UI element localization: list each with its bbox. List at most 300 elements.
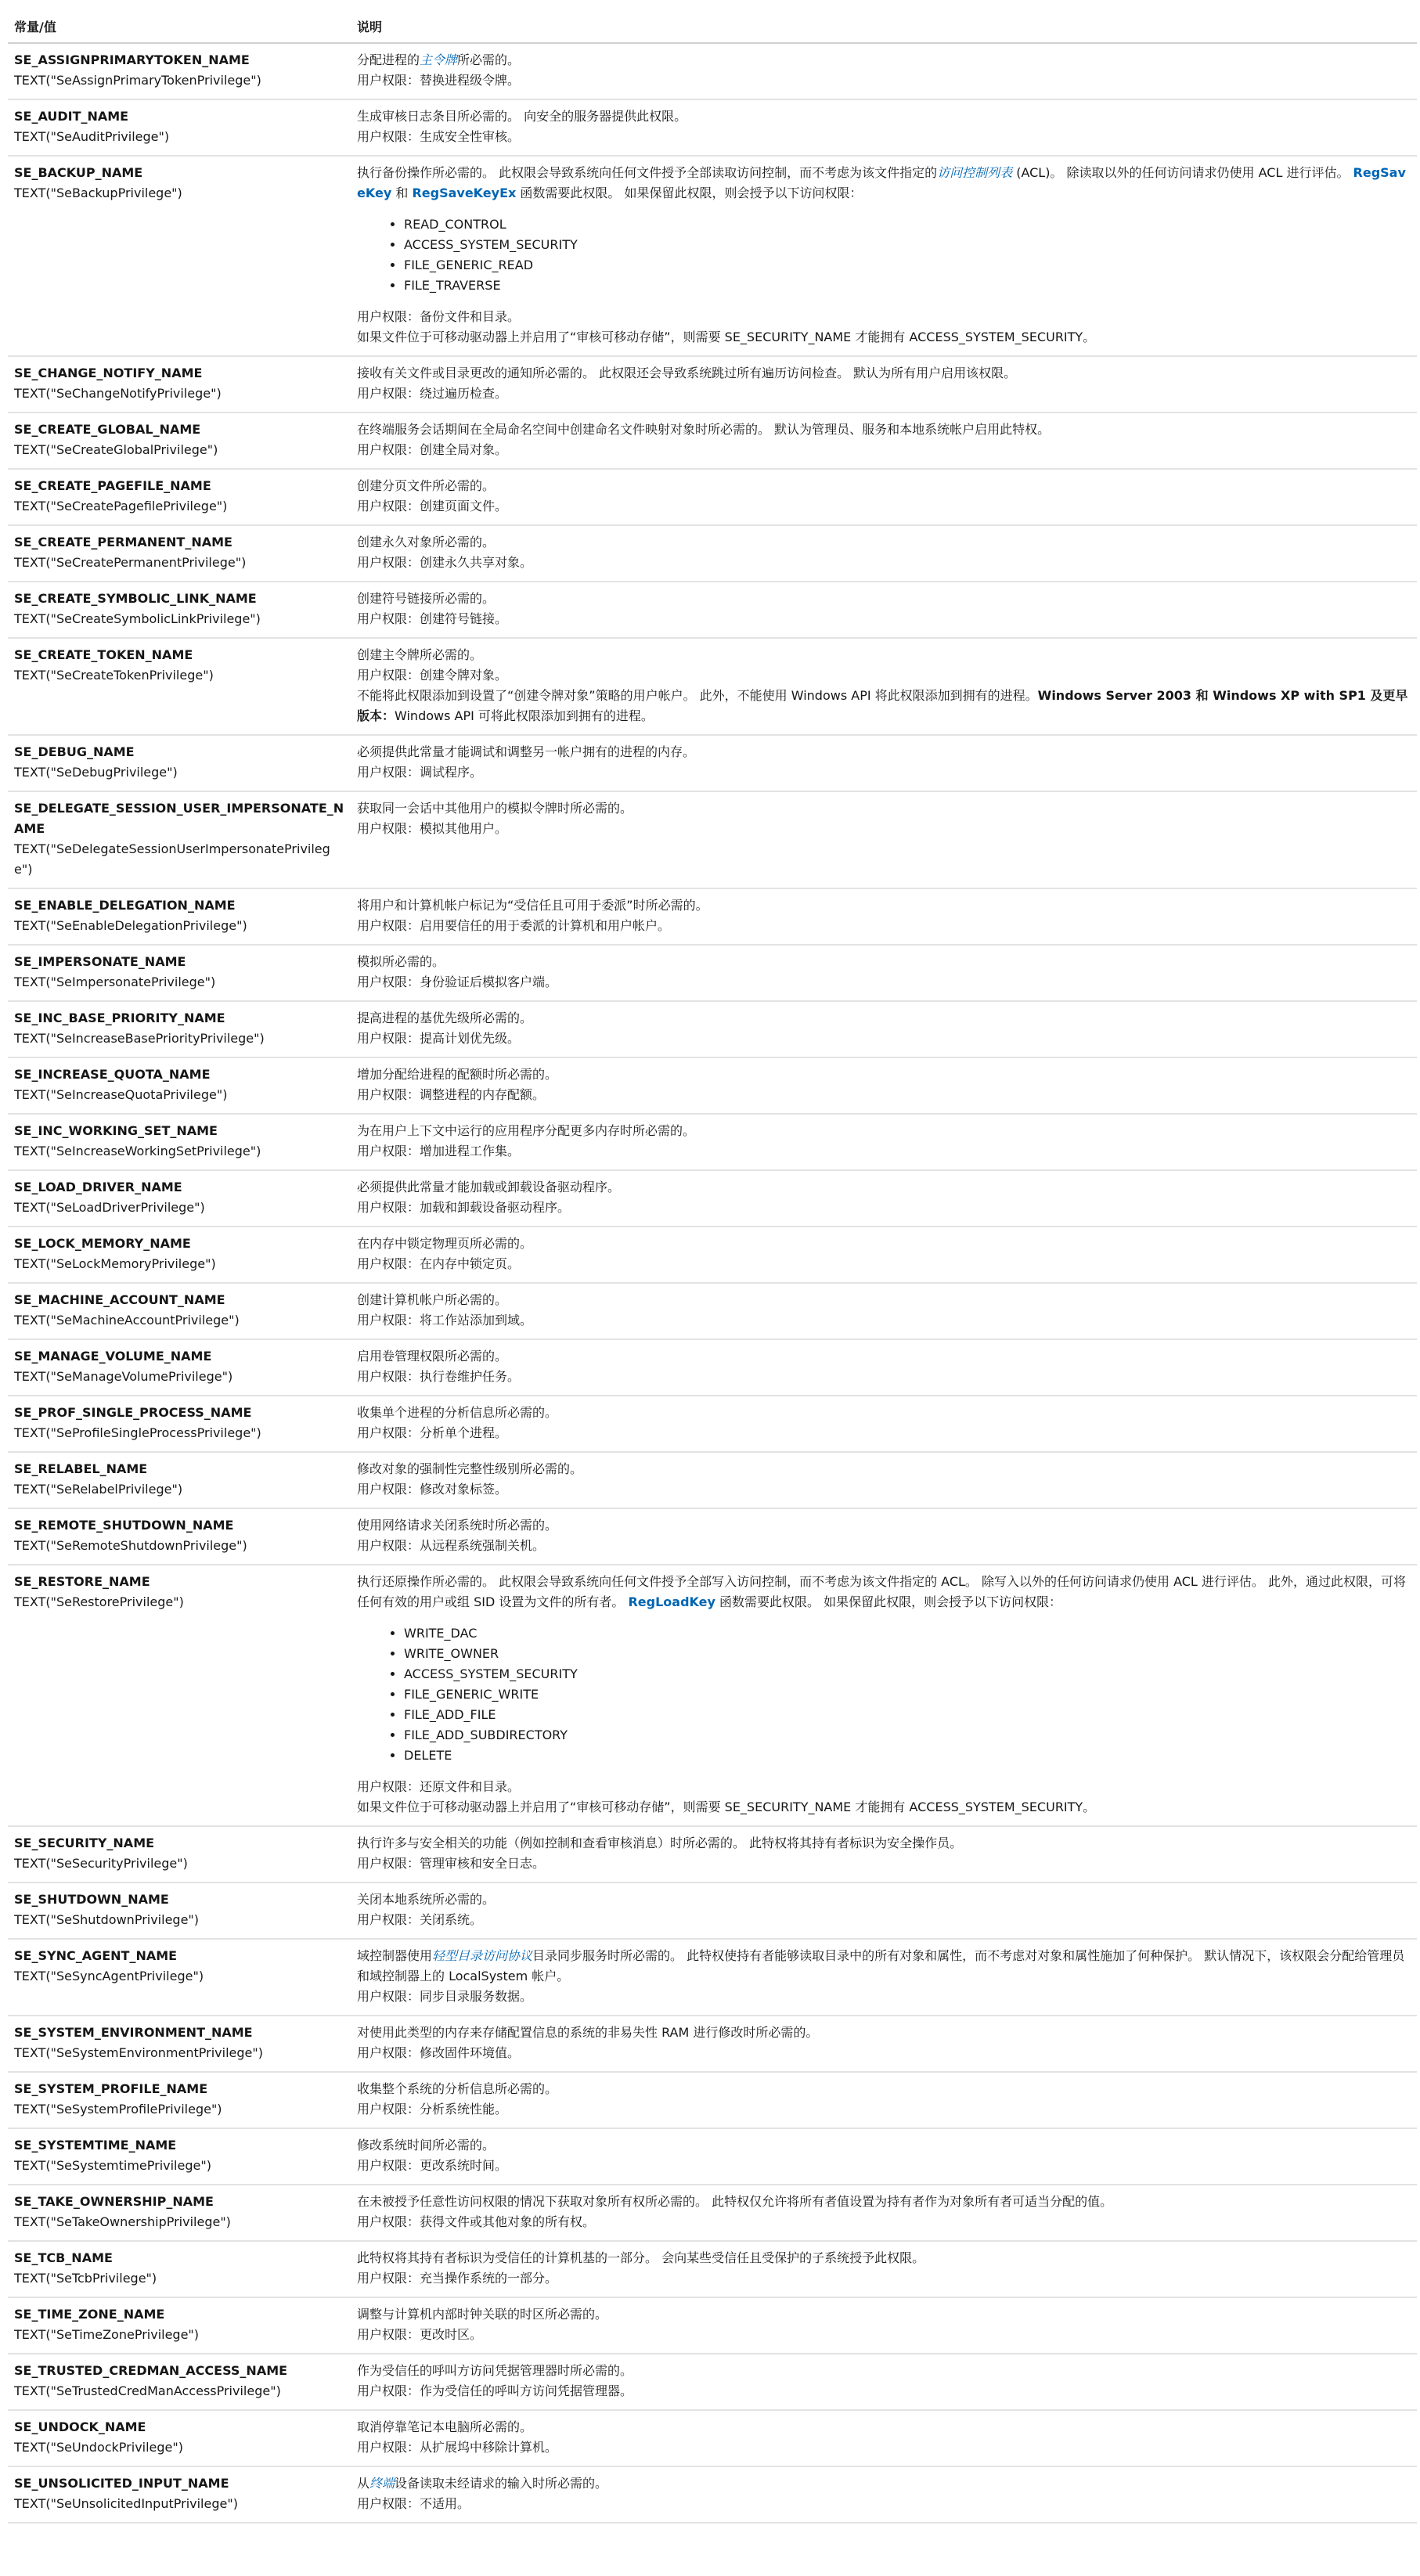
description-text: 启用卷管理权限所必需的。 [357,1349,508,1364]
constant-name: SE_DELEGATE_SESSION_USER_IMPERSONATE_NAME [14,801,344,836]
table-row [8,2016,1417,2072]
description-text: 修改系统时间所必需的。 [357,2138,496,2153]
constant-name: SE_SYSTEM_ENVIRONMENT_NAME [14,2025,253,2040]
table-row [8,1339,1417,1396]
constant-cell [8,469,351,525]
description-text: 此特权将其持有者标识为受信任的计算机基的一部分。 会向某些受信任且受保护的子系统授予此权限。 [357,2250,925,2265]
table-row [8,1452,1417,1508]
description-cell [351,888,1417,945]
constant-name: SE_CREATE_PAGEFILE_NAME [14,478,211,493]
constant-name: SE_INC_BASE_PRIORITY_NAME [14,1011,225,1025]
constant-cell [8,43,351,99]
user-right: 用户权限：增加进程工作集。 [357,1144,521,1158]
constant-name: SE_SYSTEM_PROFILE_NAME [14,2081,208,2096]
description-text: 在终端服务会话期间在全局命名空间中创建命名文件映射对象时所必需的。 默认为管理员、服务和本地系统帐户启用此特权。 [357,422,1051,437]
description-cell [351,1396,1417,1452]
description-text: 分配进程的 [357,52,420,67]
constant-name: SE_CHANGE_NOTIFY_NAME [14,366,203,380]
description-cell [351,469,1417,525]
description-text: 将用户和计算机帐户标记为“受信任且可用于委派”时所必需的。 [357,898,708,913]
constant-cell [8,156,351,356]
description-text: 不能将此权限添加到设置了“创建令牌对象”策略的用户帐户。 此外，不能使用 Windows API 将此权限添加到拥有的进程。 [357,688,1038,703]
version-note-label: Windows Server 2003 和 Windows XP with SP1 及更早版本： [357,688,1408,723]
constant-name: SE_UNSOLICITED_INPUT_NAME [14,2476,229,2491]
table-row [8,1939,1417,2016]
description [357,1403,1411,1423]
constant-cell [8,1001,351,1057]
description-cell [351,1882,1417,1939]
description [357,2192,1411,2212]
description [357,1065,1411,1085]
constant-value: TEXT("SeMachineAccountPrivilege") [14,1313,240,1328]
api-function-link[interactable]: RegLoadKey [628,1594,715,1609]
constant-cell [8,735,351,791]
user-right: 用户权限：关闭系统。 [357,1912,483,1927]
description [357,645,1411,665]
description-text: 执行还原操作所必需的。 此权限会导致系统向任何文件授予全部写入访问控制，而不考虑为该文件指定的 ACL。 除写入以外的任何访问请求仍使用 ACL 进行评估。 此外，通过此权限，可将任何有效的用户或组 SID 设置为文件的所有者。 [357,1574,1407,1609]
description [357,1459,1411,1479]
constant-name: SE_CREATE_PERMANENT_NAME [14,535,232,549]
description-cell [351,1114,1417,1170]
description-text: 作为受信任的呼叫方访问凭据管理器时所必需的。 [357,2363,633,2378]
constant-value: TEXT("SeTrustedCredManAccessPrivilege") [14,2383,281,2398]
description [357,476,1411,496]
table-row [8,582,1417,638]
description-text: 对使用此类型的内存来存储配置信息的系统的非易失性 RAM 进行修改时所必需的。 [357,2025,819,2040]
table-row [8,469,1417,525]
description-cell [351,791,1417,888]
constant-value: TEXT("SeSystemEnvironmentPrivilege") [14,2045,263,2060]
constant-cell [8,2410,351,2466]
description [357,589,1411,609]
constant-value: TEXT("SeImpersonatePrivilege") [14,975,216,989]
constant-cell [8,2016,351,2072]
constant-cell [8,1227,351,1283]
table-body [8,43,1417,2523]
description [357,2248,1411,2268]
constant-name: SE_AUDIT_NAME [14,109,129,124]
table-row [8,638,1417,735]
description-text: 提高进程的基优先级所必需的。 [357,1011,533,1025]
description-text: 获取同一会话中其他用户的模拟令牌时所必需的。 [357,801,633,816]
table-row [8,1283,1417,1339]
user-right: 用户权限：更改时区。 [357,2327,483,2342]
description [357,1572,1411,1612]
description-text: 函数需要此权限。 如果保留此权限，则会授予以下访问权限： [516,186,863,200]
description [357,798,1411,819]
user-right: 用户权限：模拟其他用户。 [357,821,508,836]
constant-cell [8,1114,351,1170]
description-cell [351,638,1417,735]
constant-cell [8,1508,351,1565]
access-right-item: • FILE_GENERIC_WRITE [404,1684,1411,1705]
constant-value: TEXT("SeDebugPrivilege") [14,765,178,780]
constant-value: TEXT("SeManageVolumePrivilege") [14,1369,233,1384]
description-cell [351,582,1417,638]
description-cell [351,43,1417,99]
constant-value: TEXT("SeSecurityPrivilege") [14,1856,188,1871]
description [357,50,1411,70]
description [357,2135,1411,2156]
description-text: 修改对象的强制性完整性级别所必需的。 [357,1461,583,1476]
user-right: 用户权限：将工作站添加到域。 [357,1313,533,1328]
user-right: 用户权限：创建页面文件。 [357,499,508,513]
doc-link[interactable]: 轻型目录访问协议 [432,1948,533,1963]
user-right: 用户权限：加载和卸载设备驱动程序。 [357,1200,571,1215]
access-right-item: • ACCESS_SYSTEM_SECURITY [404,1664,1411,1684]
constant-value: TEXT("SeIncreaseWorkingSetPrivilege") [14,1144,261,1158]
table-row [8,1396,1417,1452]
description-text: Windows API 可将此权限添加到拥有的进程。 [395,708,654,723]
description-cell [351,2354,1417,2410]
description [357,163,1411,204]
constant-cell [8,1826,351,1882]
constant-name: SE_BACKUP_NAME [14,165,143,180]
user-right: 用户权限：生成安全性审核。 [357,129,521,144]
table-row [8,2072,1417,2128]
constant-cell [8,2185,351,2241]
constant-value: TEXT("SeCreateTokenPrivilege") [14,668,214,683]
description [357,1346,1411,1367]
table-row [8,2185,1417,2241]
constant-name: SE_MACHINE_ACCOUNT_NAME [14,1292,225,1307]
table-row [8,2297,1417,2354]
user-right: 用户权限：分析系统性能。 [357,2102,508,2117]
user-right: 用户权限：创建符号链接。 [357,611,508,626]
description-text: 收集整个系统的分析信息所必需的。 [357,2081,558,2096]
table-row [8,791,1417,888]
description [357,1946,1411,1987]
description [357,532,1411,553]
constant-value: TEXT("SeUndockPrivilege") [14,2440,183,2455]
description-cell [351,413,1417,469]
constant-value: TEXT("SeTimeZonePrivilege") [14,2327,200,2342]
user-right: 用户权限：在内存中锁定页。 [357,1256,521,1271]
description-text: 在未被授予任意性访问权限的情况下获取对象所有权所必需的。 此特权仅允许将所有者值设置为持有者作为对象所有者可适当分配的值。 [357,2194,1113,2209]
table-row [8,525,1417,582]
user-right: 用户权限：管理审核和安全日志。 [357,1856,546,1871]
constant-cell [8,1396,351,1452]
access-right-item: • ACCESS_SYSTEM_SECURITY [404,235,1411,255]
constant-value: TEXT("SeChangeNotifyPrivilege") [14,386,222,401]
constant-cell [8,638,351,735]
description-cell [351,1826,1417,1882]
constant-value: TEXT("SeIncreaseQuotaPrivilege") [14,1087,228,1102]
description-text: 调整与计算机内部时钟关联的时区所必需的。 [357,2307,608,2322]
description-text: 生成审核日志条目所必需的。 向安全的服务器提供此权限。 [357,109,687,124]
description [357,1833,1411,1854]
constant-value: TEXT("SeLockMemoryPrivilege") [14,1256,216,1271]
constant-name: SE_MANAGE_VOLUME_NAME [14,1349,212,1364]
description-cell [351,1170,1417,1227]
constant-value: TEXT("SeSystemtimePrivilege") [14,2158,211,2173]
user-right: 用户权限：从远程系统强制关机。 [357,1538,546,1553]
table-row [8,1826,1417,1882]
user-right: 用户权限：更改系统时间。 [357,2158,508,2173]
constant-name: SE_LOAD_DRIVER_NAME [14,1180,182,1194]
doc-link[interactable]: 终端 [369,2476,395,2491]
description-cell [351,1339,1417,1396]
table-row [8,413,1417,469]
table-row [8,2354,1417,2410]
description-cell [351,2466,1417,2523]
constant-value: TEXT("SeSyncAgentPrivilege") [14,1969,204,1983]
user-right: 用户权限：还原文件和目录。 [357,1779,521,1794]
description-text: 创建计算机帐户所必需的。 [357,1292,508,1307]
table-row [8,1057,1417,1114]
constant-name: SE_RESTORE_NAME [14,1574,150,1589]
constant-cell [8,525,351,582]
constant-value: TEXT("SeEnableDelegationPrivilege") [14,918,247,933]
table-header-row [8,9,1417,43]
constant-cell [8,888,351,945]
table-row [8,2466,1417,2523]
description-cell [351,525,1417,582]
table-row [8,945,1417,1001]
user-right: 用户权限：提高计划优先级。 [357,1031,521,1046]
description-cell [351,1001,1417,1057]
description [357,2304,1411,2325]
description-cell [351,356,1417,413]
description [357,1177,1411,1198]
constant-name: SE_TAKE_OWNERSHIP_NAME [14,2194,214,2209]
extra-note [357,686,1411,726]
constant-name: SE_SYNC_AGENT_NAME [14,1948,178,1963]
api-function-link[interactable]: RegSaveKey [357,165,1406,200]
constant-cell [8,1170,351,1227]
description-cell [351,1227,1417,1283]
table-row [8,99,1417,156]
description [357,2079,1411,2099]
access-right-item: • READ_CONTROL [404,214,1411,235]
access-right-item: • FILE_ADD_SUBDIRECTORY [404,1725,1411,1746]
description-cell [351,156,1417,356]
description [357,895,1411,916]
constant-value: TEXT("SeIncreaseBasePriorityPrivilege") [14,1031,265,1046]
constant-value: TEXT("SeUnsolicitedInputPrivilege") [14,2496,238,2511]
user-right: 用户权限：修改对象标签。 [357,1482,508,1497]
constant-cell [8,2241,351,2297]
api-function-link[interactable]: RegSaveKeyEx [412,186,517,200]
constant-cell [8,1565,351,1826]
user-right: 用户权限：不适用。 [357,2496,470,2511]
constant-name: SE_LOCK_MEMORY_NAME [14,1236,191,1251]
description-text: 从 [357,2476,370,2491]
description-text: 收集单个进程的分析信息所必需的。 [357,1405,558,1420]
description-cell [351,99,1417,156]
constant-name: SE_IMPERSONATE_NAME [14,954,186,969]
description-cell [351,735,1417,791]
user-right: 用户权限：创建永久共享对象。 [357,555,533,570]
user-right: 用户权限：创建令牌对象。 [357,668,508,683]
constant-value: TEXT("SeRemoteShutdownPrivilege") [14,1538,247,1553]
constant-cell [8,1057,351,1114]
access-rights-list [357,1623,1411,1766]
access-right-item: • WRITE_OWNER [404,1644,1411,1664]
constant-cell [8,1882,351,1939]
description-cell [351,2072,1417,2128]
description-text: 使用网络请求关闭系统时所必需的。 [357,1518,558,1533]
description-cell [351,1565,1417,1826]
description-cell [351,2297,1417,2354]
constant-cell [8,2354,351,2410]
constant-name: SE_CREATE_GLOBAL_NAME [14,422,201,437]
user-right: 用户权限：从扩展坞中移除计算机。 [357,2440,558,2455]
constant-cell [8,2128,351,2185]
constant-value: TEXT("SeRelabelPrivilege") [14,1482,183,1497]
constant-name: SE_SYSTEMTIME_NAME [14,2138,177,2153]
constant-name: SE_CREATE_SYMBOLIC_LINK_NAME [14,591,257,606]
user-right: 用户权限：执行卷维护任务。 [357,1369,521,1384]
constant-value: TEXT("SeAuditPrivilege") [14,129,170,144]
constant-name: SE_INCREASE_QUOTA_NAME [14,1067,211,1082]
table-row [8,1001,1417,1057]
description-text: 必须提供此常量才能加载或卸载设备驱动程序。 [357,1180,621,1194]
description [357,2417,1411,2437]
user-right: 用户权限：修改固件环境值。 [357,2045,521,2060]
constant-name: SE_TCB_NAME [14,2250,113,2265]
user-right: 用户权限：充当操作系统的一部分。 [357,2271,558,2286]
description [357,1008,1411,1029]
user-right: 用户权限：替换进程级令牌。 [357,73,521,88]
description [357,2473,1411,2494]
constant-name: SE_PROF_SINGLE_PROCESS_NAME [14,1405,252,1420]
description-cell [351,2241,1417,2297]
description-text: 和 [391,186,413,200]
constant-cell [8,791,351,888]
description [357,1290,1411,1310]
constant-cell [8,1452,351,1508]
constant-value: TEXT("SeShutdownPrivilege") [14,1912,200,1927]
description [357,363,1411,384]
user-right: 用户权限：调整进程的内存配额。 [357,1087,546,1102]
description-cell [351,1939,1417,2016]
constant-cell [8,2297,351,2354]
description-cell [351,1508,1417,1565]
table-row [8,2241,1417,2297]
description-text: 模拟所必需的。 [357,954,445,969]
description [357,2023,1411,2043]
description-text: 函数需要此权限。 如果保留此权限，则会授予以下访问权限： [715,1594,1062,1609]
constant-name: SE_RELABEL_NAME [14,1461,148,1476]
doc-link[interactable]: 主令牌 [420,52,458,67]
description [357,742,1411,762]
constant-name: SE_ENABLE_DELEGATION_NAME [14,898,236,913]
column-header-constant: 常量/值 [8,9,351,43]
description-text: 接收有关文件或目录更改的通知所必需的。 此权限还会导致系统跳过所有遍历访问检查。 默认为所有用户启用该权限。 [357,366,1017,380]
description-text: 创建主令牌所必需的。 [357,647,483,662]
table-row [8,1508,1417,1565]
description-text: 创建符号链接所必需的。 [357,591,496,606]
table-row [8,2128,1417,2185]
description-cell [351,2185,1417,2241]
table-row [8,1114,1417,1170]
constant-value: TEXT("SeLoadDriverPrivilege") [14,1200,205,1215]
description-cell [351,2128,1417,2185]
user-right: 用户权限：备份文件和目录。 [357,309,521,324]
user-right: 用户权限：创建全局对象。 [357,442,508,457]
privilege-constants-table [8,9,1417,2524]
constant-cell [8,582,351,638]
constant-cell [8,99,351,156]
access-right-item: • FILE_ADD_FILE [404,1705,1411,1725]
user-right: 用户权限：调试程序。 [357,765,483,780]
user-right: 用户权限：启用要信任的用于委派的计算机和用户帐户。 [357,918,671,933]
constant-name: SE_DEBUG_NAME [14,744,135,759]
description [357,1121,1411,1141]
description-text: 所必需的。 [457,52,521,67]
column-header-description: 说明 [351,9,1417,43]
constant-value: TEXT("SeDelegateSessionUserImpersonatePrivilege") [14,841,330,877]
constant-value: TEXT("SeAssignPrimaryTokenPrivilege") [14,73,261,88]
constant-name: SE_TIME_ZONE_NAME [14,2307,165,2322]
description-text: 创建永久对象所必需的。 [357,535,496,549]
constant-value: TEXT("SeCreatePagefilePrivilege") [14,499,228,513]
description-text: 关闭本地系统所必需的。 [357,1892,496,1907]
description-cell [351,1283,1417,1339]
constant-value: TEXT("SeTcbPrivilege") [14,2271,157,2286]
user-right: 用户权限：同步目录服务数据。 [357,1989,533,2004]
description-cell [351,1057,1417,1114]
removable-storage-note: 如果文件位于可移动驱动器上并启用了“审核可移动存储”，则需要 SE_SECURITY_NAME 才能拥有 ACCESS_SYSTEM_SECURITY。 [357,330,1096,344]
description-text: 创建分页文件所必需的。 [357,478,496,493]
description-text: 执行备份操作所必需的。 此权限会导致系统向任何文件授予全部读取访问控制，而不考虑为该文件指定的 [357,165,938,180]
description-text: 执行许多与安全相关的功能（例如控制和查看审核消息）时所必需的。 此特权将其持有者标识为安全操作员。 [357,1836,963,1850]
constant-value: TEXT("SeProfileSingleProcessPrivilege") [14,1425,261,1440]
description-text: (ACL)。 除读取以外的任何访问请求仍使用 ACL 进行评估。 [1012,165,1353,180]
table-row [8,888,1417,945]
user-right: 用户权限：身份验证后模拟客户端。 [357,975,558,989]
doc-link[interactable]: 访问控制列表 [937,165,1013,180]
user-right: 用户权限：绕过遍历检查。 [357,386,508,401]
access-rights-list [357,214,1411,296]
constant-value: TEXT("SeRestorePrivilege") [14,1594,184,1609]
constant-value: TEXT("SeCreateGlobalPrivilege") [14,442,218,457]
description-text: 为在用户上下文中运行的应用程序分配更多内存时所必需的。 [357,1123,696,1138]
description [357,1515,1411,1536]
description-text: 增加分配给进程的配额时所必需的。 [357,1067,558,1082]
description-cell [351,945,1417,1001]
constant-name: SE_CREATE_TOKEN_NAME [14,647,193,662]
description [357,106,1411,127]
access-right-item: • DELETE [404,1746,1411,1766]
table-row [8,156,1417,356]
constant-cell [8,356,351,413]
constant-value: TEXT("SeSystemProfilePrivilege") [14,2102,222,2117]
constant-name: SE_UNDOCK_NAME [14,2419,146,2434]
constant-value: TEXT("SeCreateSymbolicLinkPrivilege") [14,611,261,626]
table-row [8,1565,1417,1826]
table-row [8,1882,1417,1939]
description-cell [351,2016,1417,2072]
user-right: 用户权限：获得文件或其他对象的所有权。 [357,2214,596,2229]
description-cell [351,2410,1417,2466]
access-right-item: • WRITE_DAC [404,1623,1411,1644]
constant-cell [8,1283,351,1339]
removable-storage-note: 如果文件位于可移动驱动器上并启用了“审核可移动存储”，则需要 SE_SECURITY_NAME 才能拥有 ACCESS_SYSTEM_SECURITY。 [357,1800,1096,1814]
table-row [8,2410,1417,2466]
access-right-item: • FILE_GENERIC_READ [404,255,1411,276]
description-cell [351,1452,1417,1508]
description [357,952,1411,972]
constant-value: TEXT("SeTakeOwnershipPrivilege") [14,2214,231,2229]
description [357,420,1411,440]
description-text: 域控制器使用 [357,1948,433,1963]
description-text: 设备读取未经请求的输入时所必需的。 [395,2476,608,2491]
table-row [8,1227,1417,1283]
constant-cell [8,2466,351,2523]
constant-name: SE_INC_WORKING_SET_NAME [14,1123,218,1138]
